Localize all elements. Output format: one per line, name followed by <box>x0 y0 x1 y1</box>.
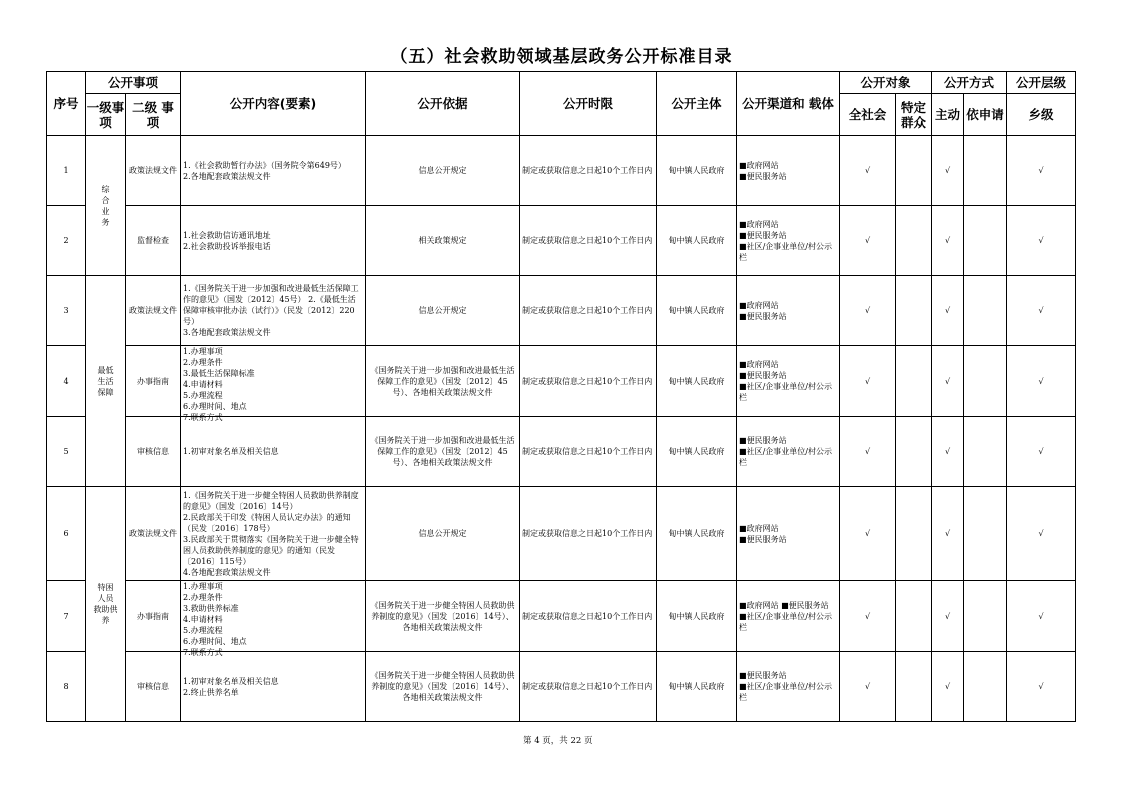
check-specific <box>896 652 932 722</box>
table-row <box>47 346 1076 417</box>
header-method-active: 主动 <box>932 94 964 136</box>
check-apply <box>964 346 1007 417</box>
content-text: 1.办理事项 2.办理条件 3.最低生活保障标准 4.申请材料 5.办理流程 6.办理时间、地点 7.联系方式 <box>183 347 255 422</box>
table-row <box>47 276 1076 346</box>
check-specific <box>896 136 932 206</box>
basis-text: 《国务院关于进一步加强和改进最低生活保障工作的意见》（国发〔2012〕45号）、各地相关政策法规文件 <box>370 365 515 397</box>
seq-cell: 2 <box>47 206 86 276</box>
check-apply <box>964 276 1007 346</box>
check-town: √ <box>1007 417 1076 487</box>
content-text: 1.《社会救助暂行办法》（国务院令第649号） 2.各地配套政策法规文件 <box>183 160 346 181</box>
basis-text: 《国务院关于进一步健全特困人员救助供养制度的意见》（国发〔2016〕14号）、各地相关政策法规文件 <box>370 671 515 702</box>
channel-cell <box>737 136 840 206</box>
header-public-matter: 公开事项 <box>86 72 181 94</box>
check-all: √ <box>840 417 896 487</box>
seq-cell: 7 <box>47 581 86 652</box>
check-all: √ <box>840 581 896 652</box>
subject-cell: 甸中镇人民政府 <box>657 487 737 581</box>
header-row-1 <box>47 72 1076 94</box>
basis-text: 《国务院关于进一步健全特困人员救助供养制度的意见》（国发〔2016〕14号）、各地相关政策法规文件 <box>370 600 515 632</box>
table-row <box>47 652 1076 722</box>
channel-cell <box>737 276 840 346</box>
time-cell: 制定或获取信息之日起10个工作日内 <box>520 652 657 722</box>
check-apply <box>964 652 1007 722</box>
table-row <box>47 487 1076 581</box>
content-cell <box>181 206 366 276</box>
check-active: √ <box>932 581 964 652</box>
check-specific <box>896 581 932 652</box>
check-all: √ <box>840 276 896 346</box>
content-text: 1.初审对象名单及相关信息 <box>183 447 279 456</box>
page-title: （五）社会救助领域基层政务公开标准目录 <box>390 47 733 67</box>
header-method-apply: 依申请 <box>964 94 1007 136</box>
content-cell <box>181 652 366 722</box>
content-text: 1.社会救助信访通讯地址 2.社会救助投诉举报电话 <box>183 230 271 251</box>
level2-cell: 政策法规文件 <box>126 487 181 581</box>
content-cell <box>181 581 366 657</box>
seq-cell: 6 <box>47 487 86 581</box>
level2-cell: 办事指南 <box>126 346 181 417</box>
time-cell: 制定或获取信息之日起10个工作日内 <box>520 346 657 417</box>
check-active: √ <box>932 346 964 417</box>
header-basis: 公开依据 <box>366 72 520 136</box>
content-cell <box>181 136 366 206</box>
table-row <box>47 136 1076 206</box>
channel-text: ■政府网站 ■便民服务站 ■社区/企事业单位/村公示栏 <box>739 360 832 402</box>
check-all: √ <box>840 206 896 276</box>
check-town: √ <box>1007 487 1076 581</box>
check-apply <box>964 581 1007 652</box>
content-cell <box>181 487 366 581</box>
header-target: 公开对象 <box>840 72 932 94</box>
check-active: √ <box>932 417 964 487</box>
level2-cell: 政策法规文件 <box>126 136 181 206</box>
header-method: 公开方式 <box>932 72 1007 94</box>
subject-cell: 甸中镇人民政府 <box>657 206 737 276</box>
basis-text: 《国务院关于进一步加强和改进最低生活保障工作的意见》（国发〔2012〕45号）、各地相关政策法规文件 <box>370 436 515 467</box>
header-content: 公开内容(要素) <box>181 72 366 136</box>
channel-cell <box>737 206 840 276</box>
seq-cell: 1 <box>47 136 86 206</box>
check-all: √ <box>840 652 896 722</box>
table-row <box>47 581 1076 652</box>
check-active: √ <box>932 136 964 206</box>
catalog-table <box>46 71 1076 722</box>
content-text: 1.《国务院关于进一步加强和改进最低生活保障工作的意见》（国发〔2012〕45号） 2.《最低生活保障审核审批办法（试行）》（民发〔2012〕220号） 3.各地配套政策法规文件 <box>183 284 359 337</box>
table-row <box>47 206 1076 276</box>
check-active: √ <box>932 652 964 722</box>
header-subject: 公开主体 <box>657 72 737 136</box>
time-cell: 制定或获取信息之日起10个工作日内 <box>520 581 657 652</box>
basis-cell <box>366 417 520 487</box>
basis-text: 信息公开规定 <box>418 529 467 538</box>
channel-text: ■政府网站 ■便民服务站 ■社区/企事业单位/村公示栏 <box>739 219 832 262</box>
basis-cell <box>366 276 520 346</box>
check-all: √ <box>840 136 896 206</box>
time-cell: 制定或获取信息之日起10个工作日内 <box>520 136 657 206</box>
check-town: √ <box>1007 276 1076 346</box>
check-all: √ <box>840 346 896 417</box>
header-level2: 二级 事项 <box>126 94 181 136</box>
check-apply <box>964 136 1007 206</box>
basis-text: 相关政策规定 <box>418 236 467 245</box>
channel-text: ■便民服务站 ■社区/企事业单位/村公示栏 <box>739 671 832 702</box>
category-cell: 综 合 业 务 <box>86 136 126 276</box>
subject-cell: 甸中镇人民政府 <box>657 417 737 487</box>
level2-cell: 监督检查 <box>126 206 181 276</box>
subject-cell: 甸中镇人民政府 <box>657 652 737 722</box>
page-number: 第 4 页，共 22 页 <box>523 736 593 746</box>
header-target-all: 全社会 <box>840 94 896 136</box>
channel-text: ■政府网站 ■便民服务站 <box>739 523 787 544</box>
check-town: √ <box>1007 346 1076 417</box>
category-cell: 最低 生活 保障 <box>86 276 126 487</box>
header-target-specific: 特定群众 <box>896 94 932 136</box>
time-cell: 制定或获取信息之日起10个工作日内 <box>520 276 657 346</box>
check-specific <box>896 276 932 346</box>
channel-text: ■便民服务站 ■社区/企事业单位/村公示栏 <box>739 436 832 467</box>
check-town: √ <box>1007 206 1076 276</box>
time-cell: 制定或获取信息之日起10个工作日内 <box>520 417 657 487</box>
time-cell: 制定或获取信息之日起10个工作日内 <box>520 487 657 581</box>
channel-text: ■政府网站 ■便民服务站 ■社区/企事业单位/村公示栏 <box>739 600 832 632</box>
check-active: √ <box>932 206 964 276</box>
seq-cell: 3 <box>47 276 86 346</box>
header-level1: 一级事项 <box>86 94 126 136</box>
check-specific <box>896 346 932 417</box>
content-text: 1.办理事项 2.办理条件 3.救助供养标准 4.申请材料 5.办理流程 6.办理时间、地点 7.联系方式 <box>183 582 247 657</box>
basis-cell <box>366 652 520 722</box>
check-town: √ <box>1007 136 1076 206</box>
channel-text: ■政府网站 ■便民服务站 <box>739 300 787 321</box>
check-active: √ <box>932 487 964 581</box>
channel-text: ■政府网站 ■便民服务站 <box>739 160 787 181</box>
check-active: √ <box>932 276 964 346</box>
subject-cell: 甸中镇人民政府 <box>657 346 737 417</box>
check-specific <box>896 206 932 276</box>
channel-cell <box>737 346 840 417</box>
basis-cell <box>366 206 520 276</box>
header-time-limit: 公开时限 <box>520 72 657 136</box>
channel-cell <box>737 417 840 487</box>
channel-cell <box>737 581 840 652</box>
check-specific <box>896 487 932 581</box>
check-town: √ <box>1007 652 1076 722</box>
table-row <box>47 417 1076 487</box>
basis-cell <box>366 487 520 581</box>
level2-cell: 政策法规文件 <box>126 276 181 346</box>
header-seq: 序号 <box>47 72 86 136</box>
seq-cell: 8 <box>47 652 86 722</box>
level2-cell: 审核信息 <box>126 417 181 487</box>
level2-cell: 审核信息 <box>126 652 181 722</box>
header-level-town: 乡级 <box>1007 94 1076 136</box>
check-all: √ <box>840 487 896 581</box>
level2-cell: 办事指南 <box>126 581 181 652</box>
category-cell: 特困 人员 救助供 养 <box>86 487 126 722</box>
header-channel: 公开渠道和 载体 <box>737 72 840 136</box>
channel-cell <box>737 652 840 722</box>
time-cell: 制定或获取信息之日起10个工作日内 <box>520 206 657 276</box>
basis-cell <box>366 346 520 417</box>
content-text: 1.《国务院关于进一步健全特困人员救助供养制度的意见》（国发〔2016〕14号） 2.民政部关于印发《特困人员认定办法》的通知（民发〔2016〕178号） 3.民政部关于贯彻落实《国务院关于进一步健全特困人员救助供养制度的意见》的通知（民发〔2016〕115号） 4.各地配套政策法规文件 <box>183 490 359 577</box>
content-cell <box>181 346 366 422</box>
subject-cell: 甸中镇人民政府 <box>657 136 737 206</box>
check-town: √ <box>1007 581 1076 652</box>
subject-cell: 甸中镇人民政府 <box>657 276 737 346</box>
subject-cell: 甸中镇人民政府 <box>657 581 737 652</box>
check-apply <box>964 487 1007 581</box>
basis-cell <box>366 581 520 652</box>
basis-cell <box>366 136 520 206</box>
channel-cell <box>737 487 840 581</box>
content-cell <box>181 417 366 487</box>
basis-text: 信息公开规定 <box>418 306 467 315</box>
check-apply <box>964 417 1007 487</box>
content-text: 1.初审对象名单及相关信息 2.终止供养名单 <box>183 676 279 697</box>
check-specific <box>896 417 932 487</box>
basis-text: 信息公开规定 <box>418 166 467 175</box>
seq-cell: 5 <box>47 417 86 487</box>
check-apply <box>964 206 1007 276</box>
seq-cell: 4 <box>47 346 86 417</box>
header-level: 公开层级 <box>1007 72 1076 94</box>
content-cell <box>181 276 366 346</box>
